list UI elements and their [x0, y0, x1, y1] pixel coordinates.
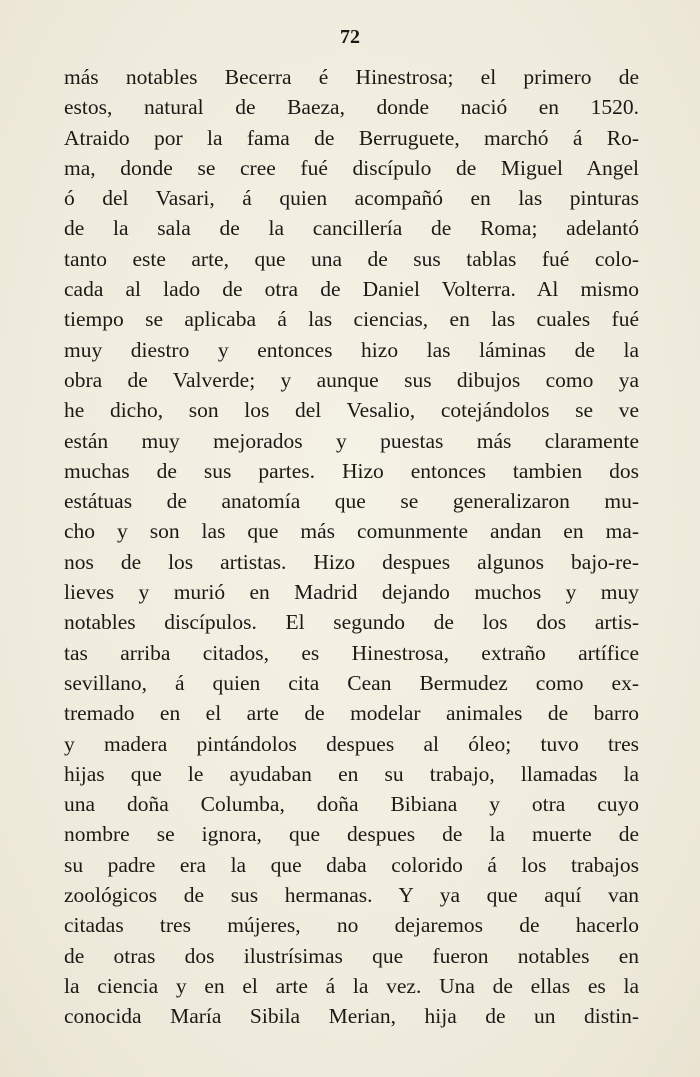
- text-line: obra de Valverde; y aunque sus dibujos como ya: [64, 367, 639, 392]
- page-number: 72: [340, 26, 360, 48]
- text-line: tanto este arte, que una de sus tablas fué colo-: [64, 246, 639, 271]
- text-line: estos, natural de Baeza, donde nació en 1520.: [64, 95, 639, 120]
- text-line: cada al lado de otra de Daniel Volterra. Al mismo: [64, 277, 639, 302]
- text-line: citadas tres mújeres, no dejaremos de hacerlo: [64, 913, 639, 938]
- text-line: nos de los artistas. Hizo despues algunos bajo-re-: [64, 549, 639, 574]
- text-line: estátuas de anatomía que se generalizaron mu-: [64, 489, 639, 514]
- text-line: Atraido por la fama de Berruguete, marchó á Ro-: [64, 125, 639, 150]
- text-line: lieves y murió en Madrid dejando muchos y muy: [64, 580, 639, 605]
- text-line: hijas que le ayudaban en su trabajo, llamadas la: [64, 761, 639, 786]
- text-line: de otras dos ilustrísimas que fueron notables en: [64, 943, 639, 968]
- text-line: he dicho, son los del Vesalio, cotejándolos se ve: [64, 398, 639, 423]
- text-line: y madera pintándolos despues al óleo; tuvo tres: [64, 731, 639, 756]
- text-line: tas arriba citados, es Hinestrosa, extraño artífice: [64, 640, 639, 665]
- text-line: ma, donde se cree fué discípulo de Miguel Angel: [64, 155, 639, 180]
- body-text: [64, 62, 639, 1032]
- text-line: nombre se ignora, que despues de la muerte de: [64, 822, 639, 847]
- text-line: cho y son las que más comunmente andan en ma-: [64, 519, 639, 544]
- text-line: ó del Vasari, á quien acompañó en las pinturas: [64, 186, 639, 211]
- text-line: muy diestro y entonces hizo las láminas de la: [64, 337, 639, 362]
- text-line: zoológicos de sus hermanas. Y ya que aquí van: [64, 883, 639, 908]
- text-line: su padre era la que daba colorido á los trabajos: [64, 852, 639, 877]
- text-line: están muy mejorados y puestas más claramente: [64, 428, 639, 453]
- text-line: notables discípulos. El segundo de los dos artis-: [64, 610, 639, 635]
- text-line: tiempo se aplicaba á las ciencias, en las cuales fué: [64, 307, 639, 332]
- text-line: sevillano, á quien cita Cean Bermudez como ex-: [64, 670, 639, 695]
- text-line: conocida María Sibila Merian, hija de un distin-: [64, 1004, 639, 1029]
- text-line: de la sala de la cancillería de Roma; adelantó: [64, 216, 639, 241]
- text-line: una doña Columba, doña Bibiana y otra cuyo: [64, 792, 639, 817]
- text-line: más notables Becerra é Hinestrosa; el primero de: [64, 65, 639, 89]
- text-line: la ciencia y en el arte á la vez. Una de ellas es la: [64, 973, 639, 998]
- text-line: tremado en el arte de modelar animales de barro: [64, 701, 639, 726]
- text-line: muchas de sus partes. Hizo entonces tambien dos: [64, 458, 639, 483]
